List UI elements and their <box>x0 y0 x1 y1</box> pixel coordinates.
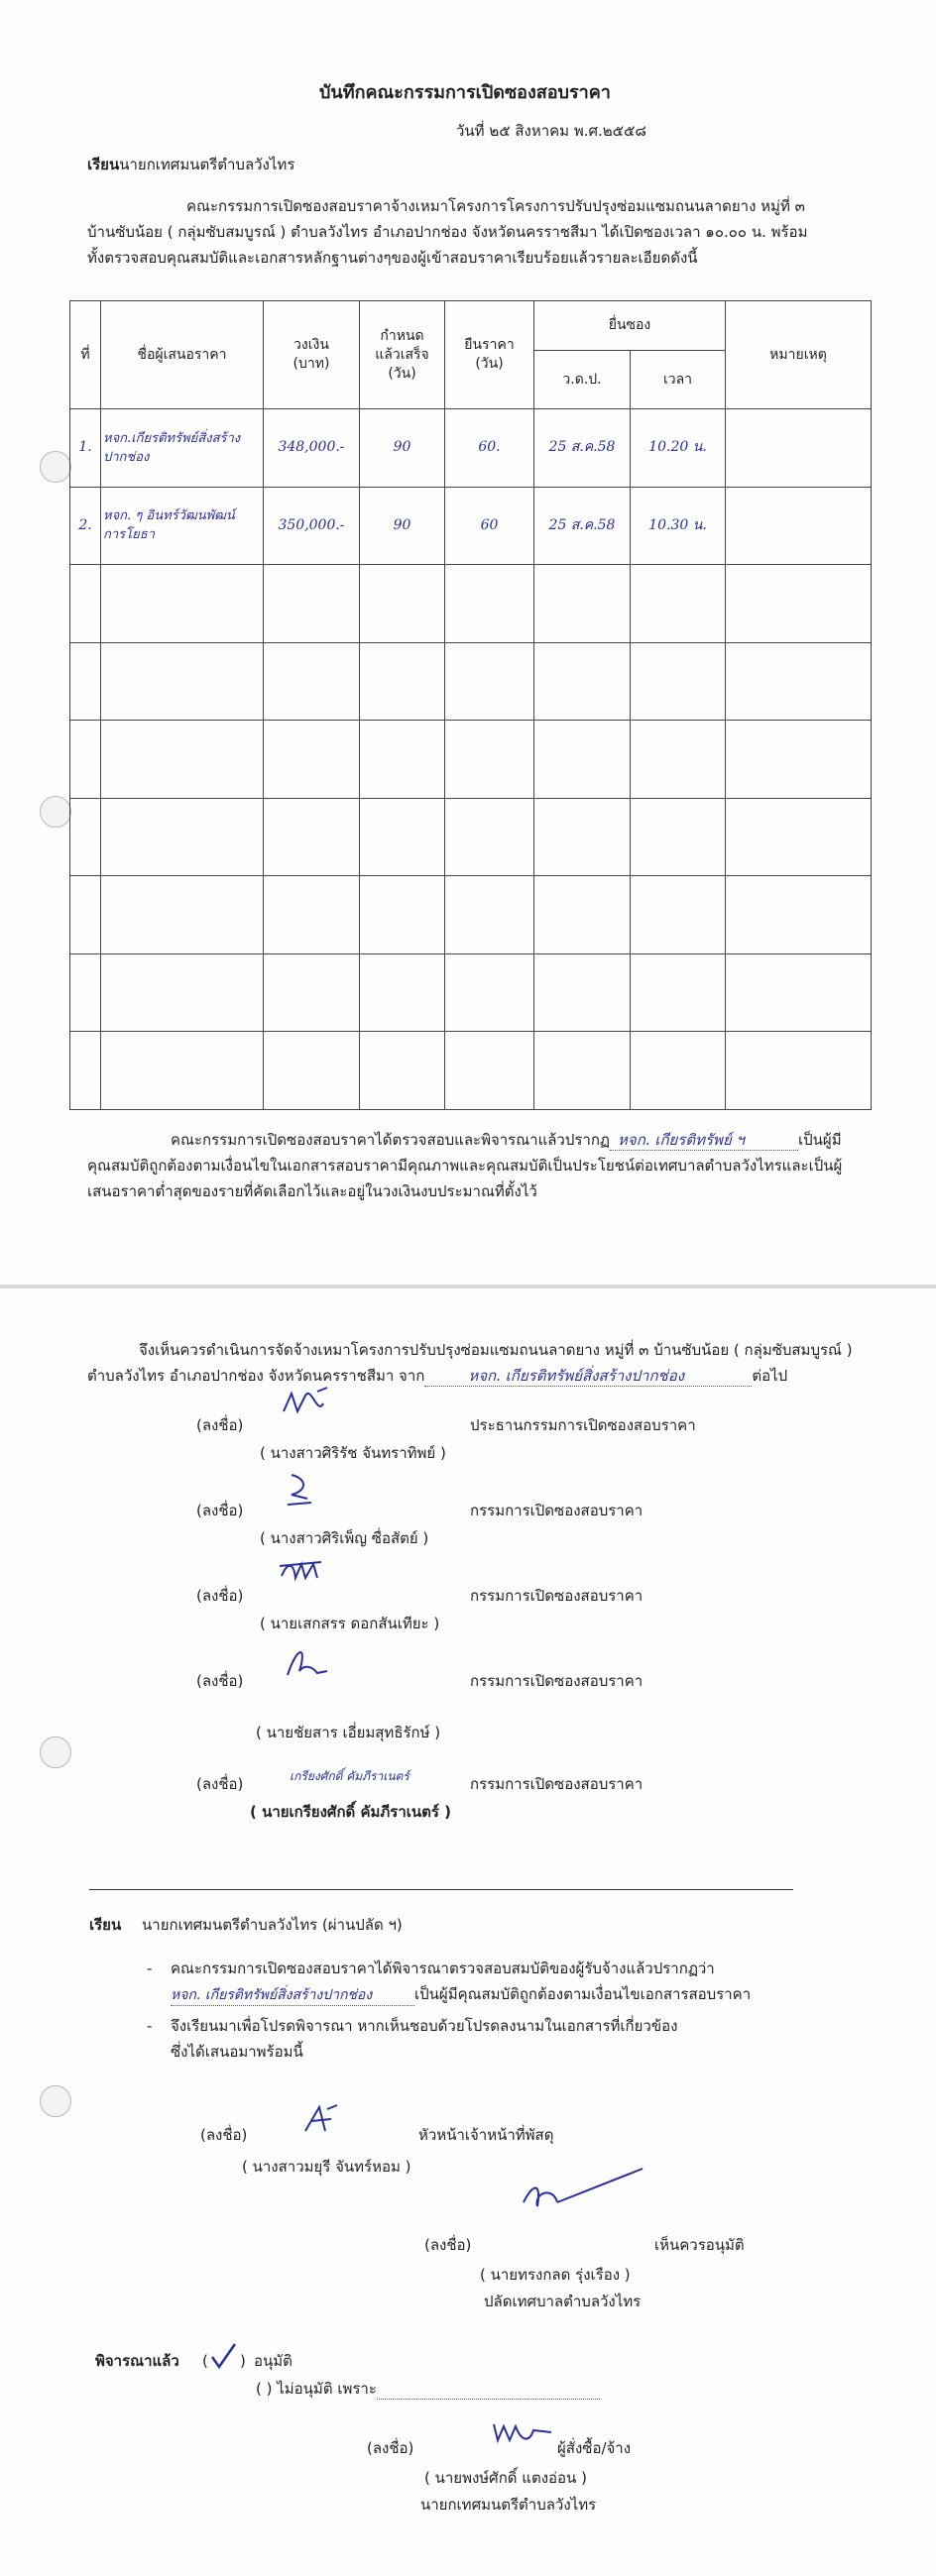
sign-label: (ลงชื่อ) <box>367 2439 414 2457</box>
cell-bidder <box>101 876 264 954</box>
recommend-prefix: ตำบลวังไทร อำเภอปากช่อง จังหวัดนครราชสีมา จาก <box>87 1367 425 1385</box>
approve-close: ) <box>240 2352 246 2370</box>
conclusion-line <box>171 1130 842 1151</box>
bullet-winner-field <box>171 1984 414 2006</box>
table-row-empty <box>70 565 872 643</box>
cell-date <box>534 1032 631 1110</box>
decision-label: พิจารณาแล้ว <box>95 2352 179 2370</box>
cell-amount <box>264 953 360 1032</box>
cell-no <box>70 1032 101 1110</box>
cell-remark <box>726 642 872 721</box>
cell-time <box>631 565 726 643</box>
paragraph-line: คณะกรรมการเปิดซองสอบราคาจ้างเหมาโครงการโครงการปรับปรุงซ่อมแซมถนนลาดยาง หมู่ที่ ๓ <box>186 197 805 215</box>
paragraph-line: เสนอราคาต่ำสุดของรายที่คัดเลือกไว้และอยู่ในวงเงินงบประมาณที่ตั้งไว้ <box>87 1182 537 1200</box>
signature-mark <box>297 2101 347 2141</box>
cell-amount <box>264 565 360 643</box>
punch-hole <box>40 451 71 483</box>
cell-date <box>534 953 631 1032</box>
mayor-role: ผู้สั่งซื้อ/จ้าง <box>557 2439 632 2457</box>
signature-mark <box>488 2416 557 2450</box>
cell-amount <box>264 642 360 721</box>
cell-time <box>631 798 726 876</box>
cell-bidder <box>101 642 264 721</box>
paragraph-line: ทั้งตรวจสอบคุณสมบัติและเอกสารหลักฐานต่างๆของผู้เข้าสอบราคาเรียบร้อยแล้วรายละเอียดดังนี้ <box>87 249 698 267</box>
table-body <box>70 409 872 1110</box>
paragraph-line: คุณสมบัติถูกต้องตามเงื่อนไขในเอกสารสอบราคามีคุณภาพและคุณสมบัติเป็นประโยชน์ต่อเทศบาลตำบลวังไทรและเป็นผู้ <box>87 1157 843 1175</box>
cell-amount: 350,000.- <box>264 487 360 565</box>
bullet-winner-handwritten: หจก. เกียรติทรัพย์สิ่งสร้างปากช่อง <box>171 1987 373 2003</box>
cell-date <box>534 642 631 721</box>
clerk-title: ปลัดเทศบาลตำบลวังไทร <box>484 2293 642 2310</box>
document-page-1 <box>0 0 936 1285</box>
sign-label: (ลงชื่อ) <box>196 1502 244 1519</box>
cell-deadline <box>360 798 445 876</box>
paragraph-line: จึงเห็นควรดำเนินการจัดจ้างเหมาโครงการปรับปรุงซ่อมแซมถนนลาดยาง หมู่ที่ ๓ บ้านซับน้อย ( กลุ่มซับสมบูรณ์ ) <box>139 1341 853 1359</box>
header-deadline: กำหนด แล้วเสร็จ (วัน) <box>360 301 445 409</box>
approve-open: ( <box>202 2352 208 2370</box>
cell-time <box>631 721 726 799</box>
header-date: ว.ด.ป. <box>534 351 631 409</box>
bullet-mark: - <box>147 1960 153 1977</box>
cell-deadline: 90 <box>360 409 445 488</box>
signature-mark <box>514 2163 652 2222</box>
cell-deadline <box>360 565 445 643</box>
addressee-label: เรียน <box>87 156 120 173</box>
sign-label: (ลงชื่อ) <box>196 1775 244 1793</box>
bullet-line: จึงเรียนมาเพื่อโปรดพิจารณา หากเห็นชอบด้วยโปรดลงนามในเอกสารที่เกี่ยวข้อง <box>171 2017 678 2035</box>
cell-amount <box>264 876 360 954</box>
bullet-mark: - <box>147 2017 153 2035</box>
cell-date <box>534 798 631 876</box>
contractor-handwritten: หจก. เกียรติทรัพย์สิ่งสร้างปากช่อง <box>468 1367 685 1385</box>
cell-no <box>70 565 101 643</box>
recommend-suffix: ต่อไป <box>752 1367 788 1385</box>
cell-remark <box>726 721 872 799</box>
document-page-2 <box>0 1288 936 2576</box>
cell-deadline <box>360 953 445 1032</box>
header-no: ที่ <box>70 301 101 409</box>
memo-addressee-text: นายกเทศมนตรีตำบลวังไทร (ผ่านปลัด ฯ) <box>142 1916 403 1934</box>
cell-bidder <box>101 1032 264 1110</box>
signatory-name: ( นายชัยสาร เอี่ยมสุทธิรักษ์ ) <box>256 1724 441 1741</box>
cell-validity <box>445 953 534 1032</box>
header-validity: ยืนราคา (วัน) <box>445 301 534 409</box>
cell-bidder <box>101 953 264 1032</box>
cell-deadline <box>360 642 445 721</box>
sign-label: (ลงชื่อ) <box>196 1587 244 1605</box>
cell-no <box>70 642 101 721</box>
sign-label: (ลงชื่อ) <box>424 2236 472 2254</box>
signatory-role: กรรมการเปิดซองสอบราคา <box>470 1775 644 1793</box>
table-row-empty <box>70 721 872 799</box>
recommend-line <box>87 1366 787 1387</box>
supply-role: หัวหน้าเจ้าหน้าที่พัสดุ <box>418 2126 554 2144</box>
cell-bidder <box>101 565 264 643</box>
table-header-row <box>70 301 872 351</box>
signatory-role: กรรมการเปิดซองสอบราคา <box>470 1587 644 1605</box>
bullet-line <box>171 1984 751 2006</box>
signatory-name: ( นายเสกสรร ดอกสันเทียะ ) <box>260 1615 440 1632</box>
cell-validity <box>445 876 534 954</box>
approve-text: อนุมัติ <box>254 2352 292 2370</box>
header-time: เวลา <box>631 351 726 409</box>
bullet-line: คณะกรรมการเปิดซองสอบราคาได้พิจารณาตรวจสอบสมบัติของผู้รับจ้างแล้วปรากฏว่า <box>171 1960 715 1977</box>
approve-checkmark-icon <box>208 2341 238 2371</box>
reject-text: ( ) ไม่อนุมัติ เพราะ <box>256 2380 377 2398</box>
cell-validity <box>445 1032 534 1110</box>
cell-no: 1. <box>70 409 101 488</box>
bullet-line: ซึ่งได้เสนอมาพร้อมนี้ <box>171 2043 303 2061</box>
signature-handwritten: เกรียงศักดิ์ คัมภีราเนตร์ <box>290 1769 410 1783</box>
clerk-name: ( นายทรงกลด รุ่งเรือง ) <box>480 2266 631 2284</box>
cell-amount <box>264 798 360 876</box>
cell-time <box>631 1032 726 1110</box>
signature-mark <box>278 1556 337 1600</box>
cell-remark <box>726 1032 872 1110</box>
cell-validity: 60. <box>445 409 534 488</box>
cell-time <box>631 876 726 954</box>
table-row-empty <box>70 798 872 876</box>
clerk-role: เห็นควรอนุมัติ <box>654 2236 745 2254</box>
header-bidder: ชื่อผู้เสนอราคา <box>101 301 264 409</box>
sign-label: (ลงชื่อ) <box>196 1416 244 1434</box>
table-row-empty <box>70 1032 872 1110</box>
cell-no <box>70 953 101 1032</box>
sign-label: (ลงชื่อ) <box>196 1672 244 1690</box>
header-remark: หมายเหตุ <box>726 301 872 409</box>
cell-amount <box>264 721 360 799</box>
cell-validity: 60 <box>445 487 534 565</box>
header-submit: ยื่นซอง <box>534 301 726 351</box>
cell-validity <box>445 721 534 799</box>
memo-addressee <box>89 1915 403 1935</box>
cell-no <box>70 798 101 876</box>
cell-time <box>631 953 726 1032</box>
winner-field <box>610 1130 798 1151</box>
signature-mark <box>278 1471 337 1514</box>
cell-time: 10.20 น. <box>631 409 726 488</box>
paragraph-line: บ้านซับน้อย ( กลุ่มซับสมบูรณ์ ) ตำบลวังไทร อำเภอปากช่อง จังหวัดนครราชสีมา ได้เปิดซองเวลา ๑๐.๐๐ น. พร้อม <box>87 223 808 241</box>
cell-time <box>631 642 726 721</box>
cell-remark <box>726 876 872 954</box>
cell-date: 25 ส.ค.58 <box>534 487 631 565</box>
bid-table <box>69 300 872 1110</box>
cell-time: 10.30 น. <box>631 487 726 565</box>
cell-deadline <box>360 1032 445 1110</box>
cell-deadline <box>360 721 445 799</box>
sign-label: (ลงชื่อ) <box>200 2126 248 2144</box>
cell-remark <box>726 409 872 488</box>
cell-date <box>534 565 631 643</box>
punch-hole <box>40 796 71 828</box>
cell-bidder <box>101 798 264 876</box>
addressee-text: นายกเทศมนตรีตำบลวังไทร <box>119 156 295 173</box>
cell-no <box>70 721 101 799</box>
cell-no: 2. <box>70 487 101 565</box>
bullet-suffix: เป็นผู้มีคุณสมบัติถูกต้องตามเงื่อนไขเอกสารสอบราคา <box>414 1985 752 2003</box>
cell-remark <box>726 487 872 565</box>
cell-date <box>534 721 631 799</box>
signatory-role: กรรมการเปิดซองสอบราคา <box>470 1502 644 1519</box>
table-row-empty <box>70 876 872 954</box>
reject-line <box>256 2379 600 2400</box>
cell-remark <box>726 953 872 1032</box>
mayor-name: ( นายพงษ์ศักดิ์ แตงอ่อน ) <box>424 2469 587 2487</box>
signature-mark <box>278 1641 337 1685</box>
signatory-role: ประธานกรรมการเปิดซองสอบราคา <box>470 1416 696 1434</box>
cell-deadline <box>360 876 445 954</box>
document-title: บันทึกคณะกรรมการเปิดซองสอบราคา <box>319 82 611 103</box>
cell-bidder: หจก. ๆ อินทร์วัฒนพัฒน์ การโยธา <box>101 487 264 565</box>
signatory-role: กรรมการเปิดซองสอบราคา <box>470 1672 644 1690</box>
cell-amount: 348,000.- <box>264 409 360 488</box>
cell-validity <box>445 642 534 721</box>
divider-line <box>89 1889 793 1890</box>
cell-amount <box>264 1032 360 1110</box>
table-row <box>70 409 872 488</box>
date-line: วันที่ ๒๕ สิงหาคม พ.ศ.๒๕๕๘ <box>456 122 646 140</box>
cell-bidder <box>101 721 264 799</box>
cell-date: 25 ส.ค.58 <box>534 409 631 488</box>
table-row-empty <box>70 953 872 1032</box>
contractor-field <box>424 1366 752 1387</box>
header-amount: วงเงิน (บาท) <box>264 301 360 409</box>
cell-deadline: 90 <box>360 487 445 565</box>
signatory-name: ( นายเกรียงศักดิ์ คัมภีราเนตร์ ) <box>250 1803 452 1821</box>
signature-mark <box>278 1386 337 1429</box>
cell-remark <box>726 565 872 643</box>
reject-reason-field <box>377 2379 600 2400</box>
table-row-empty <box>70 642 872 721</box>
conclusion-suffix: เป็นผู้มี <box>798 1131 842 1149</box>
punch-hole <box>40 1736 71 1768</box>
signatory-name: ( นางสาวศิริเพ็ญ ซื่อสัตย์ ) <box>260 1529 429 1547</box>
mayor-title: นายกเทศมนตรีตำบลวังไทร <box>420 2496 597 2514</box>
cell-bidder: หจก.เกียรติทรัพย์สิ่งสร้าง ปากช่อง <box>101 409 264 488</box>
cell-date <box>534 876 631 954</box>
memo-addressee-label: เรียน <box>89 1916 122 1934</box>
punch-hole <box>40 2085 71 2117</box>
cell-no <box>70 876 101 954</box>
conclusion-prefix: คณะกรรมการเปิดซองสอบราคาได้ตรวจสอบและพิจารณาแล้วปรากฏ <box>171 1131 611 1149</box>
supply-name: ( นางสาวมยุรี จันทร์หอม ) <box>242 2158 411 2176</box>
cell-validity <box>445 798 534 876</box>
winner-handwritten: หจก. เกียรติทรัพย์ ฯ <box>618 1131 745 1149</box>
cell-validity <box>445 565 534 643</box>
table-row <box>70 487 872 565</box>
addressee <box>87 155 294 174</box>
cell-remark <box>726 798 872 876</box>
signatory-name: ( นางสาวศิริรัช จันทราทิพย์ ) <box>260 1444 446 1462</box>
